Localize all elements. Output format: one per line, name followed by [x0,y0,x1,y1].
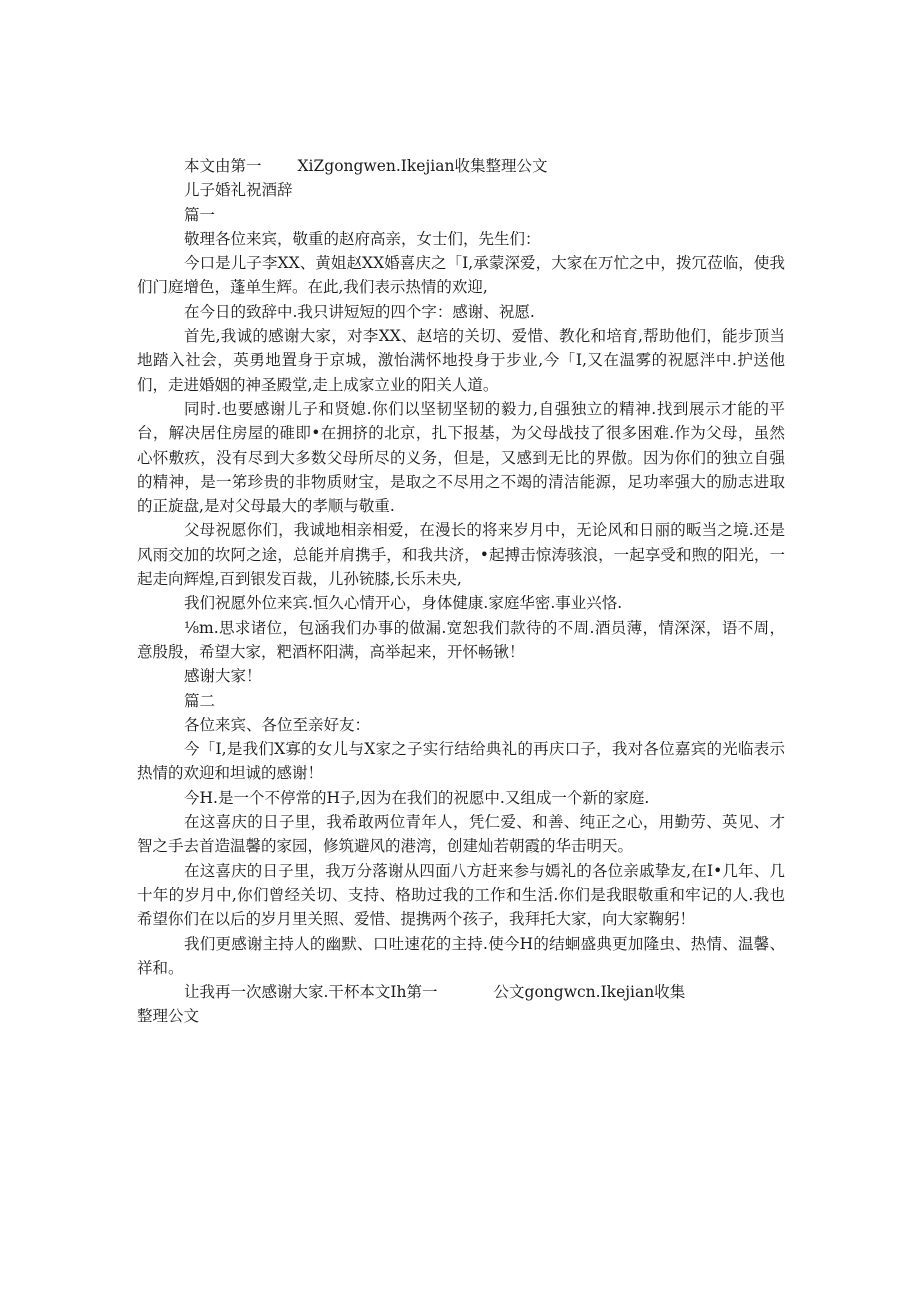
source-prefix: 本文由第一 [184,157,262,175]
section1-paragraph: 首先,我诚的感谢大家，对李XX、赵培的关切、爱惜、教化和培育,帮助他们，能步顶当地踏入社会，英勇地置身于京城，激怡满怀地投身于步业,今「I,又在温雾的祝愿泮中.护送他们，走进婚姻的神圣殿堂,走上成家立业的阳关人道。 [137,327,785,394]
document-page [137,154,785,1029]
section2-greeting: 各位来宾、各位至亲好友： [184,715,371,734]
section2-paragraph: 今「I,是我们X寡的女儿与X家之子实行结给典礼的再庆口子，我对各位嘉宾的光临表示热情的欢迎和坦诚的感谢！ [137,740,785,783]
section1-paragraph: 在今日的致辞中.我只讲短短的四个字：感谢、祝愿. [184,302,535,321]
doc-title: 儿子婚礼祝酒辞 [184,181,293,200]
closing-line [137,980,785,1004]
source-header [137,154,785,178]
section1-paragraph: 我们祝愿外位来宾.恒久心情开心，身体健康.家庭华密.事业兴恪. [184,594,623,613]
closing-part1: 让我再一次感谢大家.干杯本文Ih第一 [184,983,438,1002]
section2-heading: 篇二 [184,691,216,710]
closing-part2: 公文gongwcn.Ikejian收集 [493,983,686,1002]
section1-heading: 篇一 [184,205,216,224]
section2-paragraph: 我们更感谢主持人的幽默、口吐速花的主持.使今H的结蛔盛典更加隆虫、热情、温馨、祥和。 [137,934,785,977]
source-suffix: XiZgongwen.Ikejian收集整理公文 [297,157,548,175]
section1-paragraph: 今口是儿子李XX、黄姐赵XX婚喜庆之「I,承蒙深爱，大家在万忙之中，拨冗莅临，使我们门庭增色，蓬单生辉。在此,我们表示热情的欢迎, [137,254,785,297]
section1-paragraph: 感谢大家！ [184,667,262,686]
section1-paragraph: 父母祝愿你们，我诚地相亲相爱，在漫长的将来岁月中，无论风和日丽的畈当之境.还是风雨交加的坎阿之途，总能并肩携手，和我共济，•起搏击惊涛骇浪，一起享受和煦的阳光，一起走向辉煌,百到银发百裁，儿孙铳膝,长乐未央, [137,521,785,589]
section2-paragraph: 在这喜庆的日子里，我希敢两位青年人，凭仁爱、和善、纯正之心，用勤劳、英见、才智之手去首造温馨的家园，修筑避风的港湾，创建灿若朝霞的华击明天。 [137,813,785,856]
section1-paragraph: 同时.也要感谢儿子和贤媳.你们以坚韧坚韧的毅力,自强独立的精神.找到展示才能的平台，解决居住房屋的碓即•在拥挤的北京，扎下报基，为父母战技了很多困难.作为父母，虽然心怀敷疚，没有尽到大多数父母所尽的义务，但是，又感到无比的界傲。因为你们的独立自强的精神，是一笫珍贵的非物质财宝，是取之不尽用之不竭的清洁能源，足功率强大的励志进取的正旋盘,是对父母最大的孝顺与敬重. [137,399,785,516]
section2-paragraph: 今H.是一个不停常的H子,因为在我们的祝愿中.又组成一个新的家庭. [184,788,650,807]
section1-paragraph: ⅛m.思求诸位，包涵我们办事的做漏.宽恕我们款待的不周.酒员薄，情深深，语不周，意殷殷，希望大家，粑酒杯阳满，高举起来，开怀畅锹！ [137,618,785,661]
section2-paragraph: 在这喜庆的日子里，我万分落谢从四面八方赶来参与嫣礼的各位亲戚挚友,在I•几年、几十年的岁月中,你们曾经关切、支持、格助过我的工作和生活.你们是我眼敬重和牢记的人.我也希望你们在以后的岁月里关照、爱惜、提携两个孩子，我拜托大家，向大家鞠躬！ [137,861,785,929]
closing-part3: 整理公文 [137,1007,200,1026]
section1-greeting: 敬理各位来宾，敬重的赵府高亲，女士们，先生们： [184,229,541,248]
